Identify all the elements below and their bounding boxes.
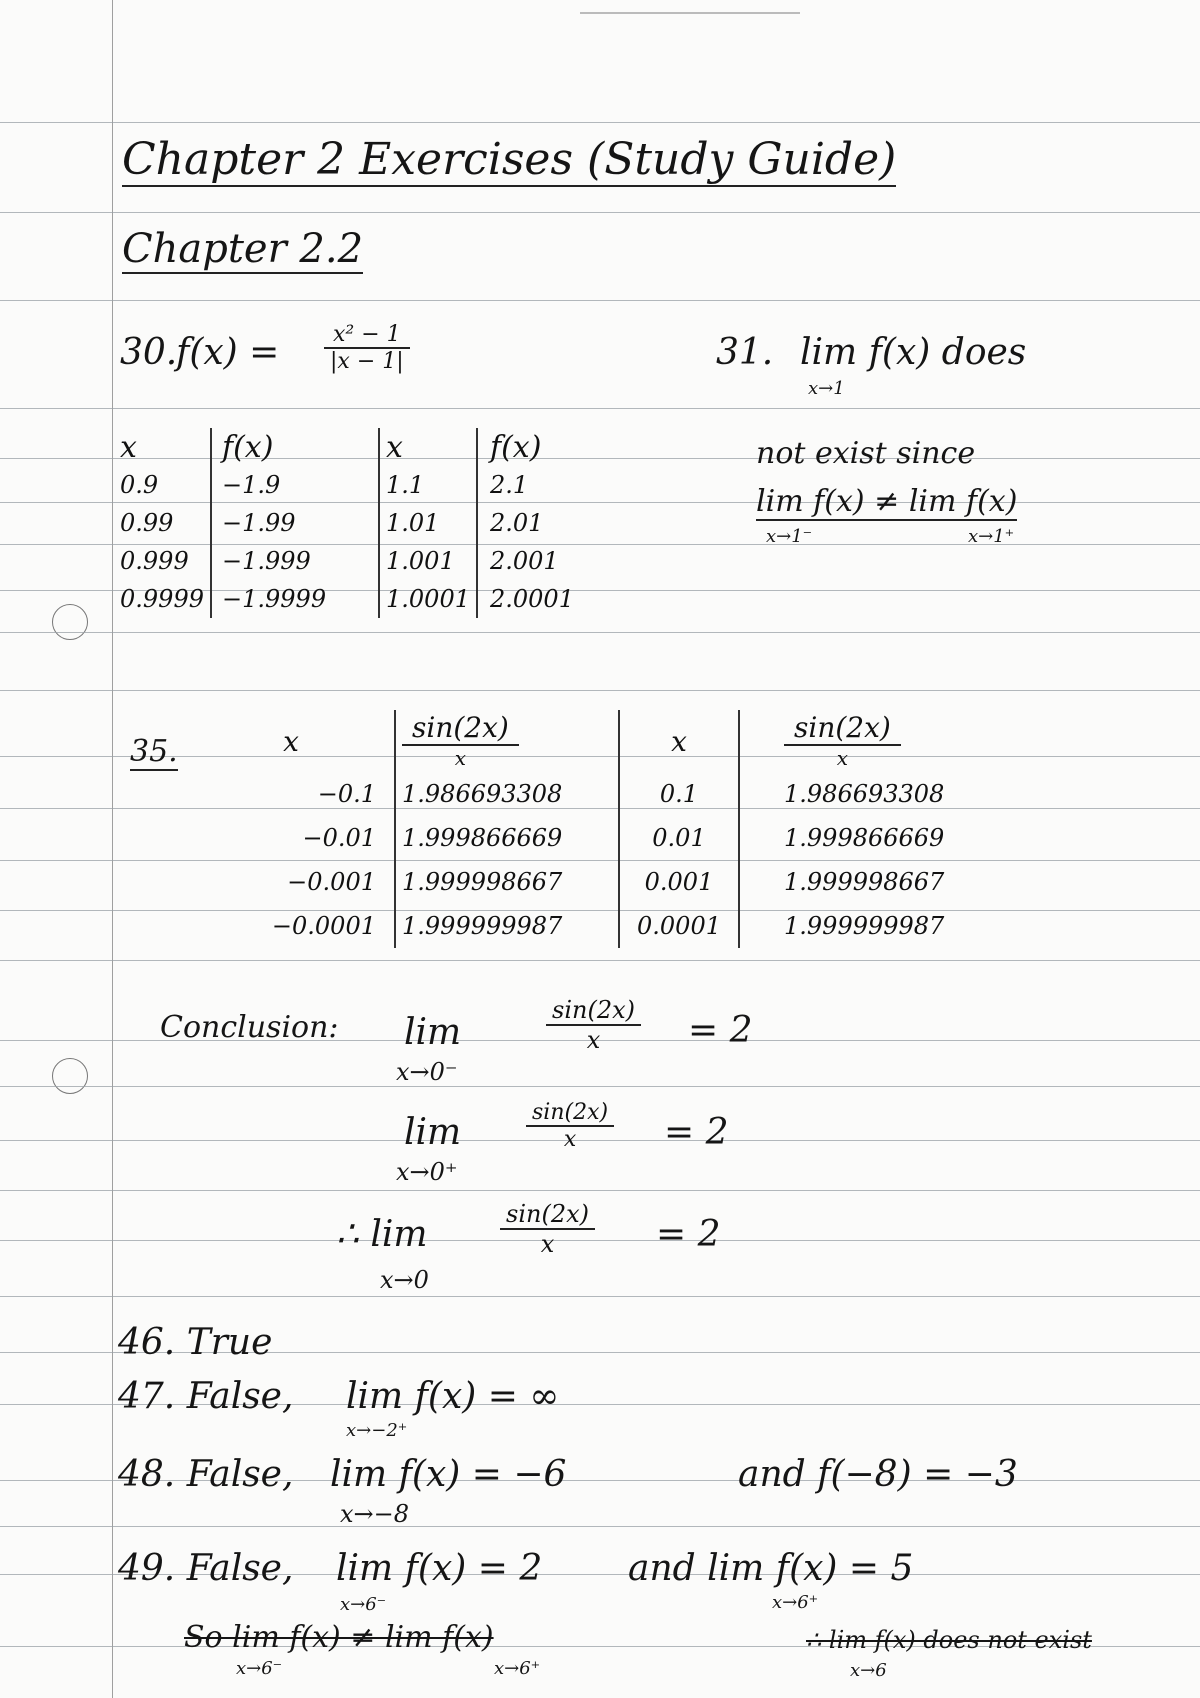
ruled-line	[0, 1526, 1200, 1527]
frac-numerator: sin(2x)	[500, 1200, 595, 1230]
table-cell: 0.1	[619, 772, 739, 816]
table-row	[200, 816, 1070, 860]
ruled-line	[0, 1190, 1200, 1191]
ruled-line	[0, 632, 1200, 633]
header-denominator: x	[454, 745, 467, 770]
table-cell: 1.01	[379, 504, 477, 542]
table-row	[114, 542, 606, 580]
table-cell: 1.1	[379, 466, 477, 504]
table-row	[200, 904, 1070, 948]
table-cell: 1.001	[379, 542, 477, 580]
q31-line3: lim f(x) ≠ lim f(x)	[756, 484, 1018, 519]
section-heading: Chapter 2.2	[122, 226, 364, 272]
answer-49-lim1: lim f(x) = 2	[336, 1548, 543, 1589]
frac-denominator: x	[563, 1127, 577, 1152]
table-cell: 1.986693308	[784, 780, 945, 808]
header-denominator: x	[836, 745, 849, 770]
conclusion-sub-3: x→0	[380, 1266, 429, 1294]
q31-lim-sub: x→1	[808, 378, 845, 399]
conclusion-sub-2: x→0⁺	[396, 1158, 458, 1186]
punch-hole-icon	[52, 1058, 88, 1094]
table-cell: 0.9999	[114, 580, 211, 618]
answer-48-sub: x→−8	[340, 1500, 410, 1528]
table-header-row	[200, 710, 1070, 772]
table-cell: 2.0001	[489, 585, 574, 613]
table-cell: 0.0001	[619, 904, 739, 948]
header-numerator: sin(2x)	[402, 711, 519, 746]
q30-fraction	[324, 322, 410, 374]
conclusion-frac-3	[500, 1200, 595, 1258]
ruled-line	[0, 408, 1200, 409]
conclusion-therefore: ∴ lim	[336, 1214, 428, 1255]
q30-denominator: |x − 1|	[330, 349, 404, 374]
q30-numerator: x² − 1	[324, 322, 410, 349]
ruled-line	[0, 1296, 1200, 1297]
ruled-line	[0, 300, 1200, 301]
q31-sub-right: x→1⁺	[968, 526, 1015, 547]
table-header-cell: f(x)	[211, 428, 379, 466]
table-header-cell: x	[379, 428, 477, 466]
table-cell: 0.001	[619, 860, 739, 904]
answer-47: 47. False,	[118, 1376, 294, 1417]
answer-48: 48. False,	[118, 1454, 294, 1495]
table-cell: −1.999	[211, 542, 379, 580]
answer-46: 46. True	[118, 1322, 273, 1363]
ruled-line	[0, 1240, 1200, 1241]
table-cell: 1.999999987	[395, 904, 619, 948]
q31-label: 31.	[716, 332, 774, 373]
ruled-line	[0, 1086, 1200, 1087]
punch-hole-icon	[52, 604, 88, 640]
conclusion-eq-1: = 2	[688, 1010, 753, 1051]
table-cell: −1.99	[211, 504, 379, 542]
table-cell: 1.999866669	[784, 824, 945, 852]
answer-49-so-sub2: x→6⁺	[494, 1658, 541, 1679]
table-cell: −0.1	[200, 772, 395, 816]
table-cell: −0.0001	[200, 904, 395, 948]
table-row	[114, 504, 606, 542]
answer-47-sub: x→−2⁺	[346, 1420, 408, 1441]
table-cell: 2.1	[489, 471, 529, 499]
table-cell: 1.986693308	[395, 772, 619, 816]
table-cell: 2.001	[489, 547, 559, 575]
answer-49-and: and lim f(x) = 5	[628, 1548, 914, 1589]
answer-48-lim: lim f(x) = −6	[330, 1454, 567, 1495]
table-row	[200, 860, 1070, 904]
conclusion-sub-1: x→0⁻	[396, 1058, 458, 1086]
answer-49-so-sub1: x→6⁻	[236, 1658, 283, 1679]
table-cell: 1.999866669	[395, 816, 619, 860]
conclusion-frac-2	[526, 1100, 614, 1152]
q30-fx: f(x) =	[176, 332, 280, 373]
table-cell: −0.01	[200, 816, 395, 860]
q31-sub-left: x→1⁻	[766, 526, 813, 547]
table-header-cell	[395, 710, 619, 772]
ruled-line	[0, 960, 1200, 961]
frac-denominator: x	[586, 1026, 601, 1054]
answer-49: 49. False,	[118, 1548, 294, 1589]
q30-label: 30.	[120, 332, 178, 373]
conclusion-lim-2: lim	[404, 1112, 462, 1153]
q35-label: 35.	[130, 734, 178, 769]
q31-line2: not exist since	[756, 436, 976, 471]
answer-49-sub1: x→6⁻	[340, 1594, 387, 1615]
table-row	[200, 772, 1070, 816]
table-header-cell: f(x)	[489, 429, 542, 465]
ruled-line	[0, 122, 1200, 123]
conclusion-eq-2: = 2	[664, 1112, 729, 1153]
table-row	[114, 580, 606, 618]
table-header-cell: x	[114, 428, 211, 466]
page-title: Chapter 2 Exercises (Study Guide)	[122, 134, 897, 185]
answer-49-sub2: x→6⁺	[772, 1592, 819, 1613]
table-cell: −1.9999	[211, 580, 379, 618]
answer-49-conclusion-sub: x→6	[850, 1660, 887, 1681]
table-cell: 1.999999987	[784, 912, 945, 940]
conclusion-label: Conclusion:	[160, 1010, 339, 1045]
frac-numerator: sin(2x)	[526, 1100, 614, 1127]
table-row	[114, 466, 606, 504]
answer-47-lim: lim f(x) = ∞	[346, 1376, 560, 1417]
table-cell: −0.001	[200, 860, 395, 904]
table-cell: 0.01	[619, 816, 739, 860]
table-header-row	[114, 428, 606, 466]
table-cell: 0.999	[114, 542, 211, 580]
table-header-cell: x	[619, 710, 739, 772]
table-cell: 1.0001	[379, 580, 477, 618]
top-smudge	[580, 12, 800, 14]
answer-49-so: So lim f(x) ≠ lim f(x)	[184, 1620, 494, 1655]
table-cell: −1.9	[211, 466, 379, 504]
answer-49-conclusion: ∴ lim f(x) does not exist	[806, 1626, 1092, 1654]
frac-numerator: sin(2x)	[546, 996, 641, 1026]
margin-line	[112, 0, 113, 1698]
ruled-line	[0, 690, 1200, 691]
table-cell: 0.99	[114, 504, 211, 542]
table-header-cell	[739, 710, 1070, 772]
table-cell: 2.01	[489, 509, 544, 537]
q31-lim: lim f(x) does	[800, 332, 1027, 373]
table-cell: 1.999998667	[395, 860, 619, 904]
conclusion-frac-1	[546, 996, 641, 1054]
answer-48-and: and f(−8) = −3	[738, 1454, 1018, 1495]
table-cell: 1.999998667	[784, 868, 945, 896]
q35-table	[200, 710, 1070, 948]
table-cell: 0.9	[114, 466, 211, 504]
header-numerator: sin(2x)	[784, 711, 901, 746]
conclusion-eq-3: = 2	[656, 1214, 721, 1255]
ruled-line	[0, 212, 1200, 213]
frac-denominator: x	[540, 1230, 555, 1258]
table-header-cell: x	[200, 710, 395, 772]
conclusion-lim-1: lim	[404, 1012, 462, 1053]
q30-table	[114, 428, 606, 618]
